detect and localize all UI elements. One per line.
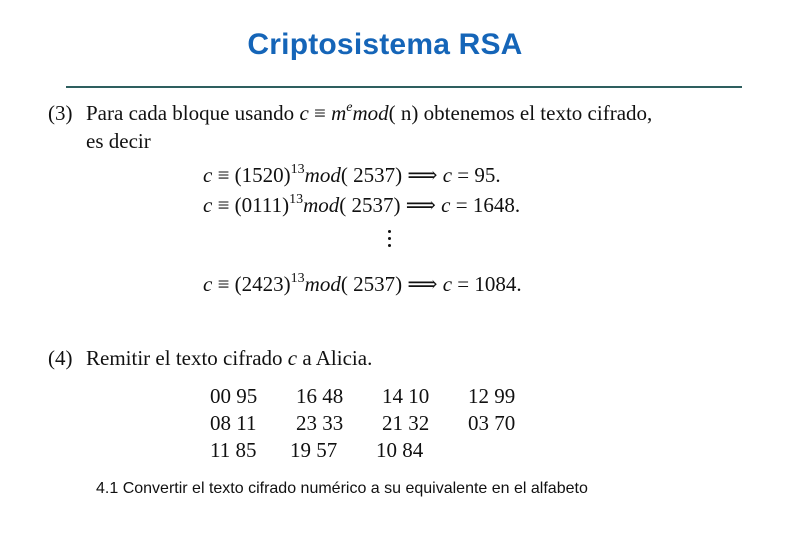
footer-note: 4.1 Convertir el texto cifrado numérico a su equivalente en el alfabeto (96, 480, 588, 497)
step-4-prefix: Remitir el texto cifrado (86, 346, 283, 370)
equation-row: $c \equiv (0111)^{13}mod$( 2537) ⟹ c = 1648. (203, 192, 521, 217)
page-title: Criptosistema RSA (247, 28, 523, 61)
step-3-paragraph (48, 99, 788, 155)
step-4-variable: c (287, 346, 298, 370)
cipher-block: 00 95 (210, 384, 258, 408)
step-4-paragraph (48, 344, 788, 372)
equation-row: $c \equiv (2423)^{13}mod$( 2537) ⟹ c = 1084. (203, 271, 522, 296)
step-4-number: (4) (48, 346, 73, 370)
ciphertext-row (210, 438, 550, 465)
cipher-block: 11 85 (210, 438, 257, 462)
cipher-block: 08 11 (210, 411, 257, 435)
title-divider (66, 86, 742, 88)
cipher-block: 21 32 (382, 411, 430, 435)
step-4-suffix: a Alicia. (302, 346, 373, 370)
cipher-block: 14 10 (382, 384, 430, 408)
cipher-block: 16 48 (296, 384, 344, 408)
cipher-block: 10 84 (376, 438, 424, 462)
vertical-ellipsis (383, 230, 395, 250)
step-3-formula: $c \equiv m^emod$( n) (299, 100, 419, 125)
cipher-block: 19 57 (290, 438, 338, 462)
ciphertext-blocks (210, 384, 550, 465)
step-3-prefix: Para cada bloque usando (86, 101, 295, 125)
step-3-suffix: obtenemos el texto cifrado, (423, 101, 653, 125)
ciphertext-row (210, 384, 550, 411)
cipher-block: 12 99 (468, 384, 516, 408)
cipher-block: 23 33 (296, 411, 344, 435)
ciphertext-row (210, 411, 550, 438)
equation-row: $c \equiv (1520)^{13}mod$( 2537) ⟹ c = 95. (203, 162, 501, 187)
cipher-block: 03 70 (468, 411, 516, 435)
step-3-line-2: es decir (86, 129, 151, 153)
step-3-number: (3) (48, 101, 73, 125)
